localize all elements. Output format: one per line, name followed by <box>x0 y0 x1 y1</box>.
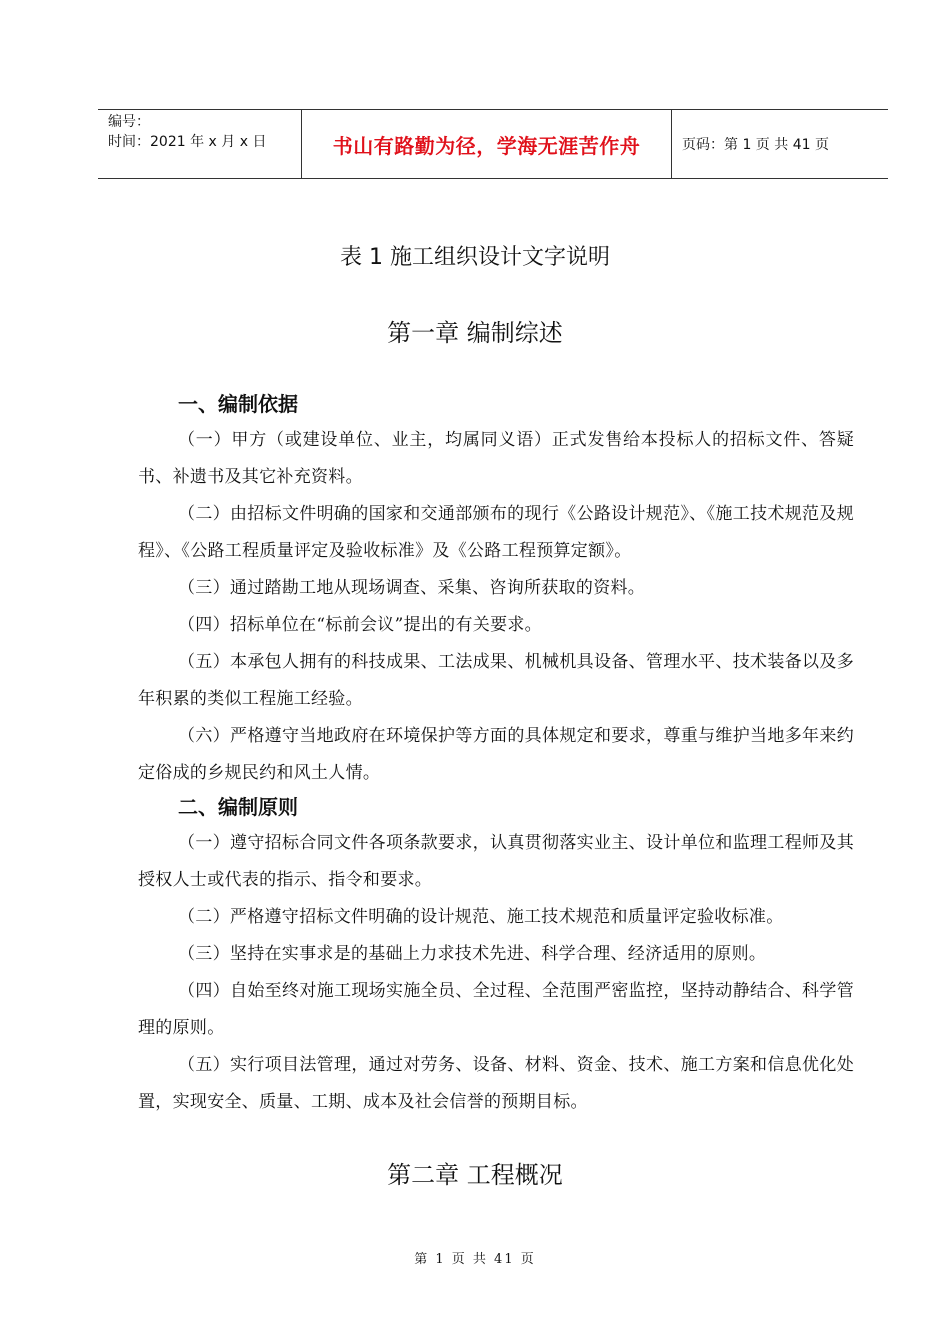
section2-paragraph: （二）严格遵守招标文件明确的设计规范、施工技术规范和质量评定验收标准。 <box>178 907 784 927</box>
table-title: 表 1 施工组织设计文字说明 <box>340 245 610 270</box>
section1-paragraph: （四）招标单位在“标前会议”提出的有关要求。 <box>178 615 542 635</box>
section1-heading: 一、编制依据 <box>178 392 298 416</box>
section2-paragraph: （三）坚持在实事求是的基础上力求技术先进、科学合理、经济适用的原则。 <box>178 944 767 964</box>
section2-paragraph: （五）实行项目法管理，通过对劳务、设备、材料、资金、技术、施工方案和信息优化处置，实现安全、质量、工期、成本及社会信誉的预期目标。 <box>138 1055 854 1112</box>
section1-paragraph: （二）由招标文件明确的国家和交通部颁布的现行《公路设计规范》、《施工技术规范及规程》、《公路工程质量评定及验收标准》及《公路工程预算定额》。 <box>138 504 854 561</box>
header-info-cell <box>98 110 302 178</box>
number-label: 编号： <box>108 114 150 130</box>
chapter2-title: 第二章 工程概况 <box>387 1161 563 1189</box>
document-header <box>98 109 888 179</box>
section1-paragraph: （六）严格遵守当地政府在环境保护等方面的具体规定和要求，尊重与维护当地多年来约定俗成的乡规民约和风土人情。 <box>138 726 854 783</box>
time-line: 时间：2021 年 x 月 x 日 <box>108 134 267 150</box>
section2 <box>138 789 854 1121</box>
chapter1-title: 第一章 编制综述 <box>387 319 563 347</box>
section1-paragraph: （三）通过踏勘工地从现场调查、采集、咨询所获取的资料。 <box>178 578 646 598</box>
header-page-info: 页码：第 1 页 共 41 页 <box>682 137 829 153</box>
header-motto: 书山有路勤为径，学海无涯苦作舟 <box>302 110 672 178</box>
section1-paragraph: （一）甲方（或建设单位、业主，均属同义语）正式发售给本投标人的招标文件、答疑书、补遗书及其它补充资料。 <box>138 430 854 487</box>
page-footer: 第 1 页 共 41 页 <box>414 1252 536 1267</box>
section2-paragraph: （一）遵守招标合同文件各项条款要求，认真贯彻落实业主、设计单位和监理工程师及其授权人士或代表的指示、指令和要求。 <box>138 833 854 890</box>
section1 <box>138 386 854 792</box>
section2-heading: 二、编制原则 <box>178 795 298 819</box>
section2-paragraph: （四）自始至终对施工现场实施全员、全过程、全范围严密监控，坚持动静结合、科学管理的原则。 <box>138 981 854 1038</box>
section1-paragraph: （五）本承包人拥有的科技成果、工法成果、机械机具设备、管理水平、技术装备以及多年积累的类似工程施工经验。 <box>138 652 854 709</box>
